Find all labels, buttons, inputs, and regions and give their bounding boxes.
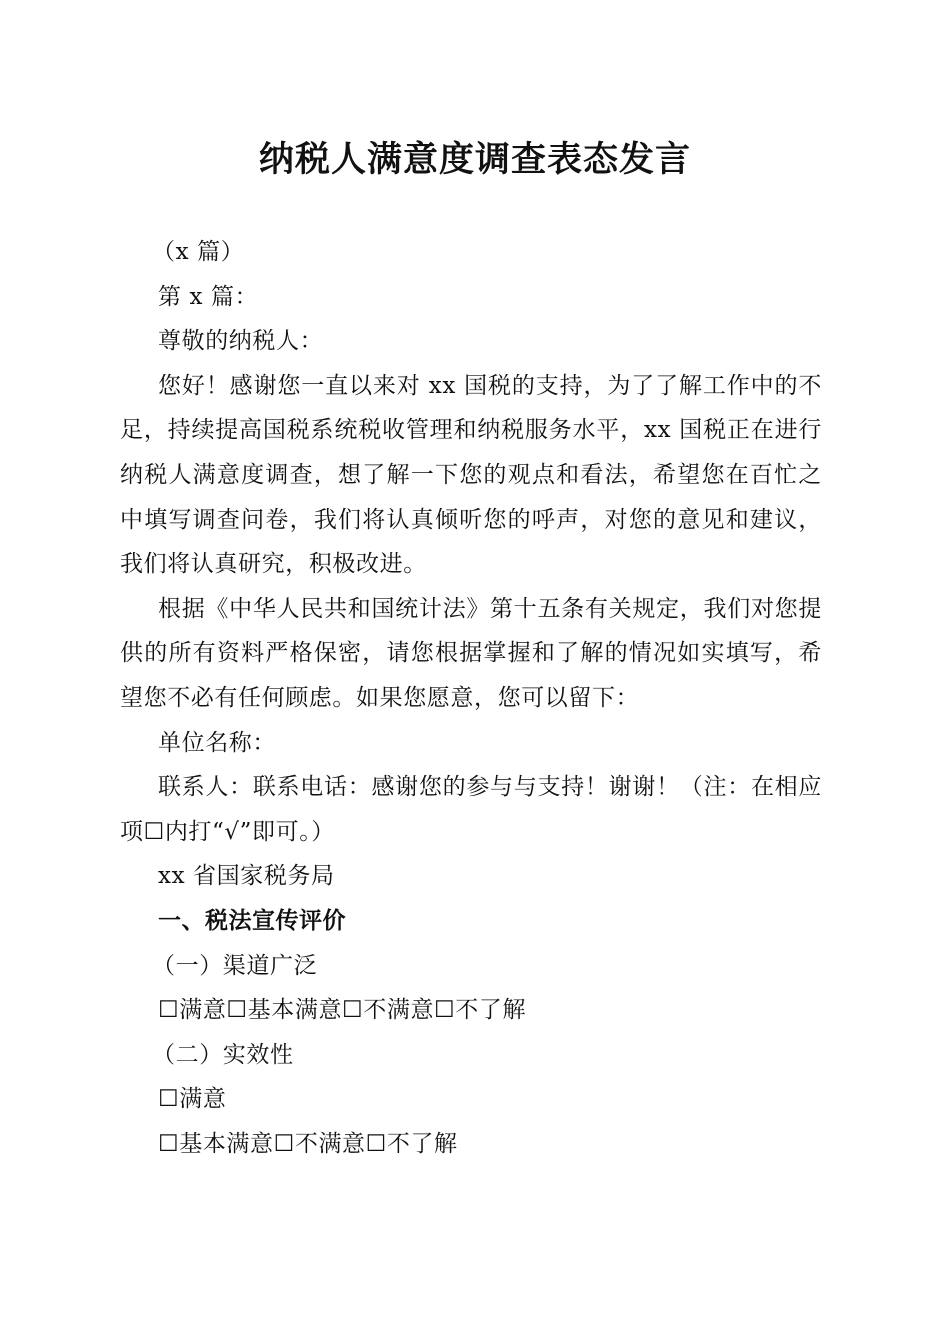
article-number: （x 篇） — [152, 239, 245, 265]
intro-paragraph: 您好！感谢您一直以来对 xx 国税的支持，为了了解工作中的不足，持续提高国税系统税收管理和纳税服务水平，xx 国税正在进行纳税人满意度调查，想了解一下您的观点和看法，希望您在百忙之中填写调查问卷，我们将认真倾听您的呼声，对您的意见和建议，我们将认真研究，积极改进。 — [120, 372, 822, 578]
subsection-heading-1: （一）渠道广泛 — [152, 952, 318, 979]
document-title: 纳税人满意度调查表态发言 — [258, 139, 691, 180]
checkbox-options-2: ☐基本满意☐不满意☐不了解 — [158, 1130, 458, 1157]
checkbox-options-1: ☐满意☐基本满意☐不满意☐不了解 — [158, 997, 527, 1024]
checkbox-option-satisfied: ☐满意 — [158, 1086, 227, 1113]
document-body — [120, 230, 822, 1166]
issuer-line: xx 省国家税务局 — [158, 863, 335, 890]
confidentiality-paragraph: 根据《中华人民共和国统计法》第十五条有关规定，我们对您提供的所有资料严格保密，请您根据掌握和了解的情况如实填写，希望您不必有任何顾虑。如果您愿意，您可以留下： — [120, 595, 822, 711]
article-label: 第 x 篇： — [158, 283, 259, 310]
salutation: 尊敬的纳税人： — [158, 328, 324, 355]
section-heading-1: 一、税法宣传评价 — [158, 907, 346, 934]
contact-line: 联系人：联系电话：感谢您的参与与支持！谢谢！（注：在相应项☐内打“√”即可。） — [120, 774, 822, 845]
unit-name-line: 单位名称： — [158, 729, 276, 756]
subsection-heading-2: （二）实效性 — [152, 1041, 294, 1068]
